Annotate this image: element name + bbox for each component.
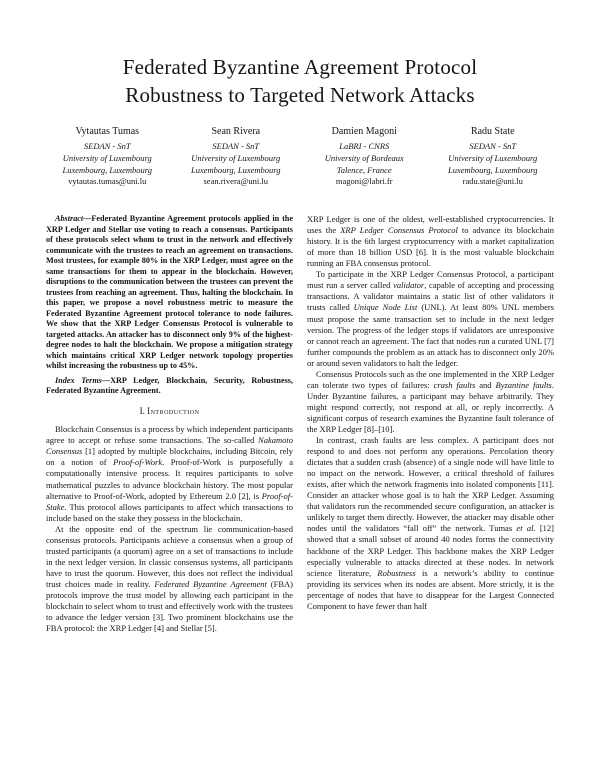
left-column: [46, 214, 293, 634]
author-email: sean.rivera@uni.lu: [203, 176, 268, 187]
intro-paragraph-5: Consensus Protocols such as the one implemented in the XRP Ledger can tolerate two types of failures: crash faults and Byzantine faults. Under Byzantine failures, a participant may behave arbitrarily. They might respond correctly, not respond at all, or reply incorrectly. A significant corpus of research examines the Byzantine fault tolerance of the XRP Ledger [8]–[10].: [307, 368, 554, 434]
author-name: Sean Rivera: [211, 126, 261, 138]
two-column-body: [46, 214, 554, 634]
index-terms-paragraph: Index Terms—XRP Ledger, Blockchain, Security, Robustness, Federated Byzantine Agreement.: [46, 375, 293, 396]
intro-paragraph-1: Blockchain Consensus is a process by which independent participants agree to accept or refuse some transactions. The so-called Nakamoto Consensus [1] adopted by multiple blockchains, including Bitcoin, rely on a notion of Proof-of-Work. Proof-of-Work is purposefully a computationally intensive process. It requires participants to solve mathematical puzzles to advance blockchain history. The most popular alternative to Proof-of-Work, adopted by Ethereum 2.0 [2], is Proof-of-Stake. This protocol allows participants to affect which transactions to include based on the stake they possess in the blockchain.: [46, 424, 293, 523]
author-block-1: [46, 125, 169, 188]
author-name: Radu State: [470, 126, 515, 138]
intro-paragraph-3: XRP Ledger is one of the oldest, well-established cryptocurrencies. It uses the XRP Ledger Consensus Protocol to advance its blockchain history. It is the 6th largest cryptocurrency with a market capitalization of more than 18 billion USD [6]. It is the most valuable blockchain running an FBA consensus protocol.: [307, 214, 554, 269]
author-university: University of Luxembourg: [191, 152, 281, 163]
author-name: Vytautas Tumas: [75, 126, 140, 138]
author-university: University of Luxembourg: [62, 152, 152, 163]
author-lab: LaBRI - CNRS: [339, 141, 390, 152]
author-location: Luxembourg, Luxembourg: [447, 164, 538, 175]
author-email: radu.state@uni.lu: [462, 176, 523, 187]
author-location: Luxembourg, Luxembourg: [62, 164, 153, 175]
author-lab: SEDAN - SnT: [469, 141, 517, 152]
author-name: Damien Magoni: [331, 126, 397, 138]
abstract-paragraph: Abstract—Federated Byzantine Agreement protocols applied in the XRP Ledger and Stellar use voting to reach a consensus. Participants of these protocols select whom to trust in the network and effectively communicate with the trustees to reach an agreement on transactions. Most trustees, for example 80% in the XRP Ledger, must agree on the same transactions for them to appear in the blockchain. However, disruptions to the communication between the trustees can prevent the trustees from reaching an agreement. Thus, halting the blockchain. In this paper, we propose a novel robustness metric to measure the Federated Byzantine Agreement protocol tolerance to node failures. We show that the XRP Ledger Consensus Protocol is vulnerable to targeted attacks. An attacker has to disconnect only 9% of the highest-degree nodes to halt the blockchain. We propose a mitigation strategy which maintains critical XRP Ledger network topology properties whilst increasing the robustness up to 45%.: [46, 214, 293, 371]
author-block-2: [175, 125, 298, 188]
intro-paragraph-4: To participate in the XRP Ledger Consensus Protocol, a participant must run a server called validator, capable of accepting and processing transactions. A validator maintains a static list of other validators it trusts called Unique Node List (UNL). At least 80% UNL members must propose the same transaction set to include in the next ledger version. The progress of the ledger stops if validators are unresponsive or cannot reach an agreement. The fact that nodes run a curated UNL [7] further compounds the problem as an attack has to disconnect only 20% or around seven validators to halt the ledger.: [307, 269, 554, 368]
author-lab: SEDAN - SnT: [83, 141, 131, 152]
paper-title: [46, 54, 554, 109]
section-heading-introduction: [46, 406, 293, 418]
author-block-4: [432, 125, 555, 188]
paper-title-line-1: Federated Byzantine Agreement Protocol: [122, 55, 478, 79]
right-column: [307, 214, 554, 634]
section-number: I.: [139, 405, 145, 416]
intro-paragraph-6: In contrast, crash faults are less complex. A participant does not respond to and does not perform any operations. Percolation theory dictates that a sudden crash (absence) of a single node will have little to no impact on the network. However, a critical threshold of failures exists, after which the network fragments into isolated components [11]. Consider an attacker whose goal is to halt the XRP Ledger. Assuming that validators run the recommended secure configuration, an attacker is unlikely to target them directly. However, the attacker may disable other nodes until the validators “fall off” the network. Tumas et al. [12] showed that a small subset of around 40 nodes forms the connectivity backbone of the XRP Ledger. This backbone makes the XRP Ledger especially vulnerable to attacks directed at these nodes. In network science literature, Robustness is a network’s ability to continue providing its services when its nodes are absent. More strictly, it is the percentage of nodes that have to disappear for the Largest Connected Component to have fewer than half: [307, 435, 554, 611]
author-location: Luxembourg, Luxembourg: [190, 164, 281, 175]
author-list: [46, 125, 554, 188]
paper-title-line-2: Robustness to Targeted Network Attacks: [125, 82, 475, 107]
author-location: Talence, France: [336, 164, 392, 175]
author-email: vytautas.tumas@uni.lu: [68, 176, 147, 187]
section-title: Introduction: [147, 405, 200, 416]
author-lab: SEDAN - SnT: [212, 141, 260, 152]
intro-paragraph-2: At the opposite end of the spectrum lie communication-based consensus protocols. Participants achieve a consensus when a group of trusted participants (a quorum) agree on a set of transactions to include in the next ledger version. In classic consensus systems, all participants have to trust the quorum. However, this does not reflect the individual trust choices made in reality. Federated Byzantine Agreement (FBA) protocols improve the trust model by allowing each participant in the blockchain to select whom to trust and effectively work with the trustees to advance the ledger version [3]. Two prominent blockchains use the FBA protocol: the XRP Ledger [4] and Stellar [5].: [46, 523, 293, 634]
author-email: magoni@labri.fr: [335, 176, 393, 187]
author-university: University of Luxembourg: [448, 152, 538, 163]
author-university: University of Bordeaux: [324, 152, 404, 163]
author-block-3: [303, 125, 426, 188]
